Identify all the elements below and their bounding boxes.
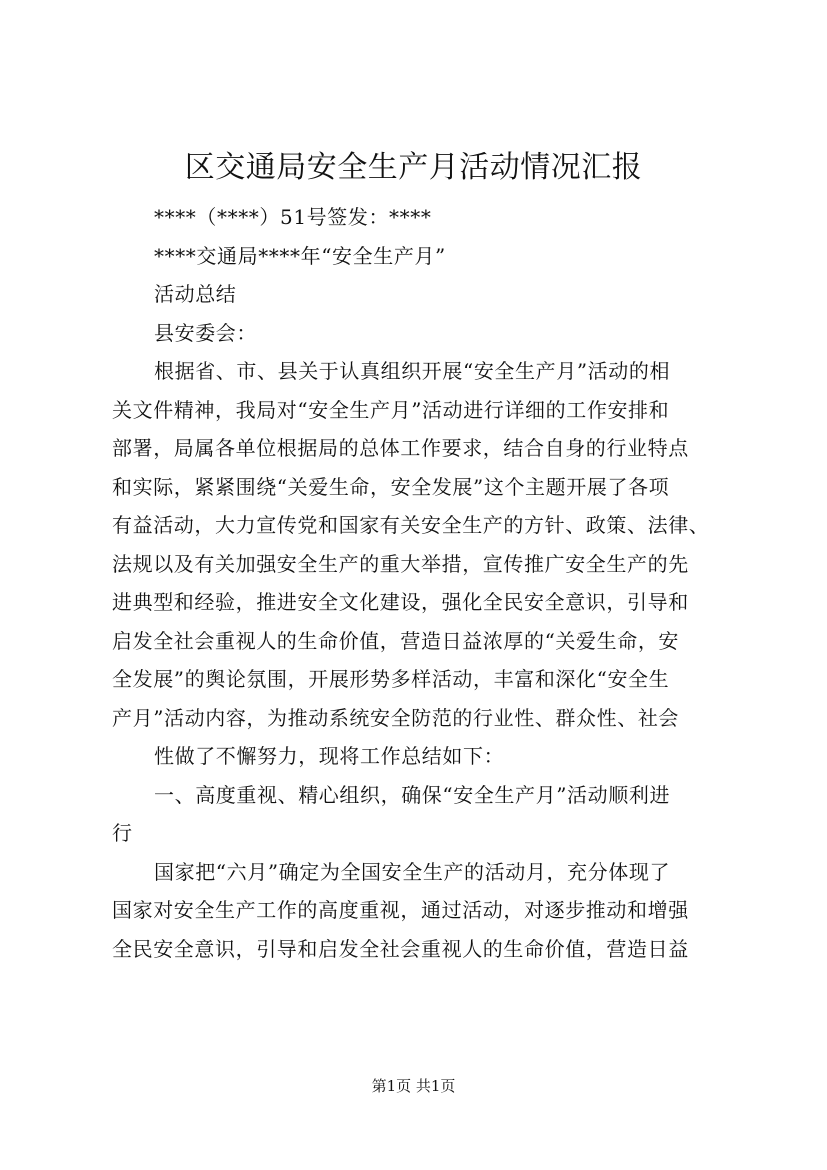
body-line: 行 bbox=[112, 821, 133, 845]
body-line: 全发展”的舆论氛围，开展形势多样活动，丰富和深化“安全生 bbox=[112, 667, 670, 691]
body-line: 一、高度重视、精心组织，确保“安全生产月”活动顺利进 bbox=[154, 782, 671, 807]
body-line: 关文件精神，我局对“安全生产月”活动进行详细的工作安排和 bbox=[112, 397, 670, 422]
document-body bbox=[112, 198, 724, 968]
body-line: ****交通局****年“安全生产月” bbox=[154, 243, 446, 268]
page-footer: 第1页 共1页 bbox=[371, 1077, 456, 1095]
body-line: 启发全社会重视人的生命价值，营造日益浓厚的“关爱生命，安 bbox=[112, 628, 680, 653]
body-line: ****（****）51号签发：**** bbox=[154, 205, 432, 229]
document-title: 区交通局安全生产月活动情况汇报 bbox=[184, 150, 643, 185]
body-line: 县安委会： bbox=[154, 320, 257, 345]
body-line: 产月”活动内容，为推动系统安全防范的行业性、群众性、社会 bbox=[112, 705, 680, 730]
body-line: 国家对安全生产工作的高度重视，通过活动，对逐步推动和增强 bbox=[112, 898, 689, 922]
body-line: 有益活动，大力宣传党和国家有关安全生产的方针、政策、法律、 bbox=[112, 513, 710, 537]
body-line: 部署，局属各单位根据局的总体工作要求，结合自身的行业特点 bbox=[112, 436, 689, 460]
body-line: 和实际，紧紧围绕“关爱生命，安全发展”这个主题开展了各项 bbox=[112, 474, 670, 499]
body-line: 活动总结 bbox=[154, 282, 237, 306]
body-line: 进典型和经验，推进安全文化建设，强化全民安全意识，引导和 bbox=[112, 590, 689, 614]
body-line: 根据省、市、县关于认真组织开展“安全生产月”活动的相 bbox=[154, 359, 671, 383]
body-line: 法规以及有关加强安全生产的重大举措，宣传推广安全生产的先 bbox=[112, 551, 689, 576]
body-line: 国家把“六月”确定为全国安全生产的活动月，充分体现了 bbox=[154, 859, 671, 884]
body-line: 性做了不懈努力，现将工作总结如下： bbox=[154, 744, 505, 768]
body-line: 全民安全意识，引导和启发全社会重视人的生命价值，营造日益 bbox=[112, 936, 689, 961]
